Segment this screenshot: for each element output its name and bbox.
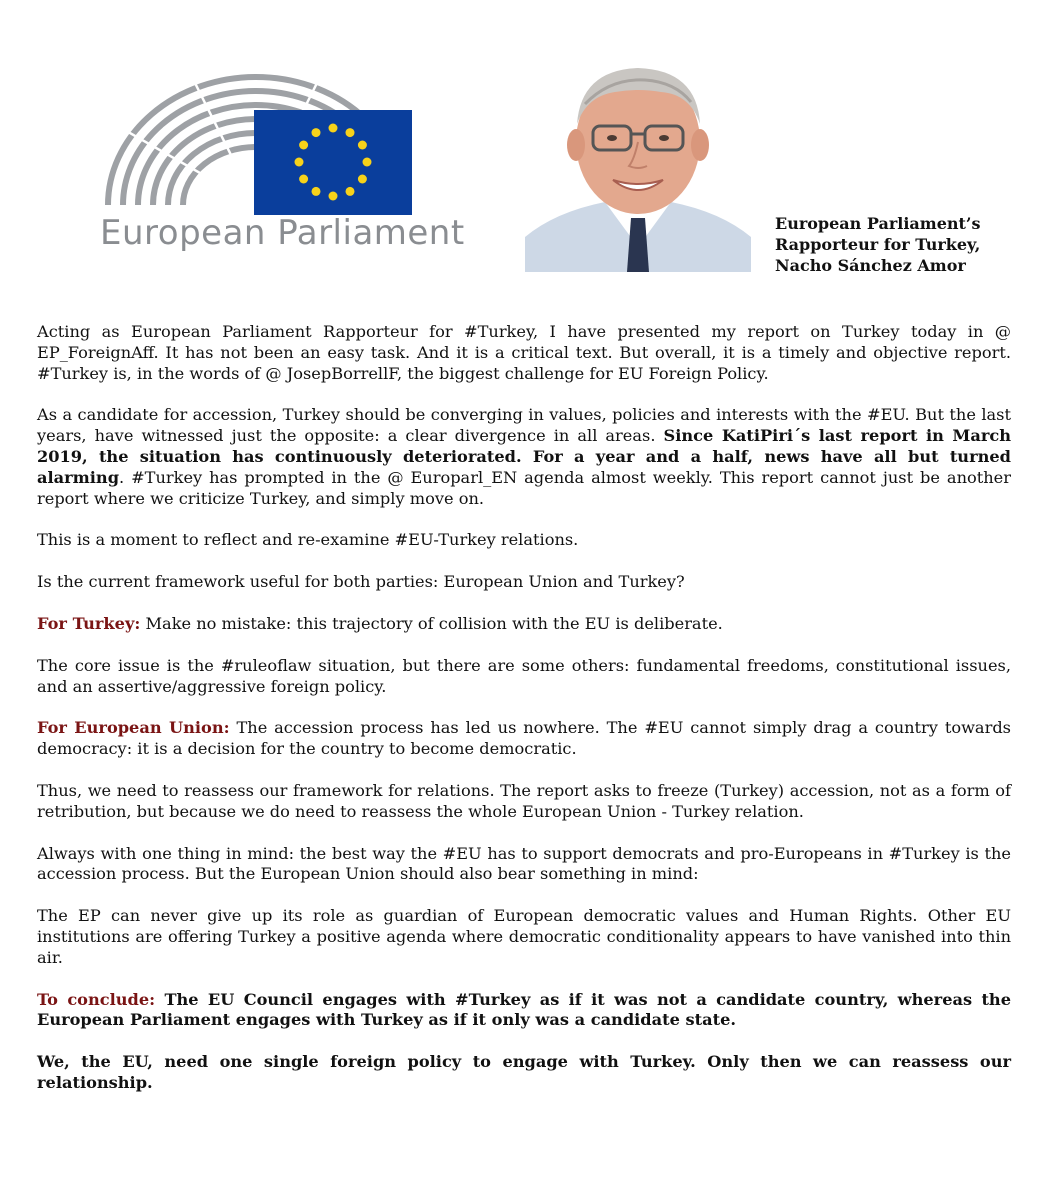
paragraph-reflect: This is a moment to reflect and re-examine #EU-Turkey relations. [37, 530, 579, 550]
caption-line: Nacho Sánchez Amor [775, 256, 966, 275]
portrait-caption [775, 213, 1045, 276]
paragraph-candidate [37, 405, 1011, 509]
paragraph-reassess: Thus, we need to reassess our framework for relations. The report asks to freeze (Turkey) accession, not as a form of retribution, but because we do need to reassess the whole European Union - Turkey relation. [37, 780, 1011, 821]
paragraph-ep-role: The EP can never give up its role as guardian of European democratic values and Human Rights. Other EU institutions are offering Turkey a positive agenda where democratic conditionality appears to have vanished into thin air. [37, 906, 1011, 967]
text-run: . #Turkey has prompted in the @ Europarl_EN agenda almost weekly. This report cannot just be another report where we criticize Turkey, and simply move on. [37, 467, 1011, 508]
bold-statement: Since KatiPiri´s last report in March 2019, the situation has continuously deteriorated. For a year and a half, news have all but turned alarming [37, 426, 1011, 487]
section-label: For European Union: [37, 718, 230, 738]
logo-text: European Parliament [100, 213, 465, 253]
text-run: Make no mistake: this trajectory of collision with the EU is deliberate. [140, 613, 723, 633]
paragraph-question: Is the current framework useful for both parties: European Union and Turkey? [37, 572, 685, 592]
rapporteur-portrait [525, 42, 751, 272]
european-parliament-logo [96, 55, 465, 265]
paragraph-final: We, the EU, need one single foreign policy to engage with Turkey. Only then we can reassess our relationship. [37, 1052, 1011, 1092]
statement-body [37, 322, 1011, 1115]
hemicycle-icon [96, 55, 416, 215]
paragraph-conclude [37, 990, 1011, 1032]
paragraph-always: Always with one thing in mind: the best way the #EU has to support democrats and pro-Europeans in #Turkey is the accession process. But the European Union should also bear something in mind: [37, 843, 1011, 884]
paragraph-core-issue: The core issue is the #ruleoflaw situation, but there are some others: fundamental freedoms, constitutional issues, and an assertive/aggressive foreign policy. [37, 655, 1011, 696]
document-header [0, 0, 1050, 300]
paragraph-for-eu [37, 718, 1011, 760]
paragraph-for-turkey [37, 614, 1011, 635]
text-run: As a candidate for accession, Turkey should be converging in values, policies and interests with the #EU. But the last years, have witnessed just the opposite: a clear divergence in all areas. [37, 405, 1011, 446]
section-label: For Turkey: [37, 613, 141, 633]
paragraph-intro: Acting as European Parliament Rapporteur for #Turkey, I have presented my report on Turkey today in @ EP_ForeignAff. It has not been an easy task. And it is a critical text. But overall, it is a timely and objective report. #Turkey is, in the words of @ JosepBorrellF, the biggest challenge for EU Foreign Policy. [37, 322, 1011, 383]
caption-line: European Parliament’s [775, 214, 981, 233]
caption-line: Rapporteur for Turkey, [775, 235, 981, 254]
section-label: To conclude: [37, 989, 156, 1009]
text-run: The accession process has led us nowhere. The #EU cannot simply drag a country towards democracy: it is a decision for the country to become democratic. [37, 718, 1011, 759]
bold-statement: The EU Council engages with #Turkey as if it was not a candidate country, whereas the European Parliament engages with Turkey as if it only was a candidate state. [37, 989, 1011, 1030]
